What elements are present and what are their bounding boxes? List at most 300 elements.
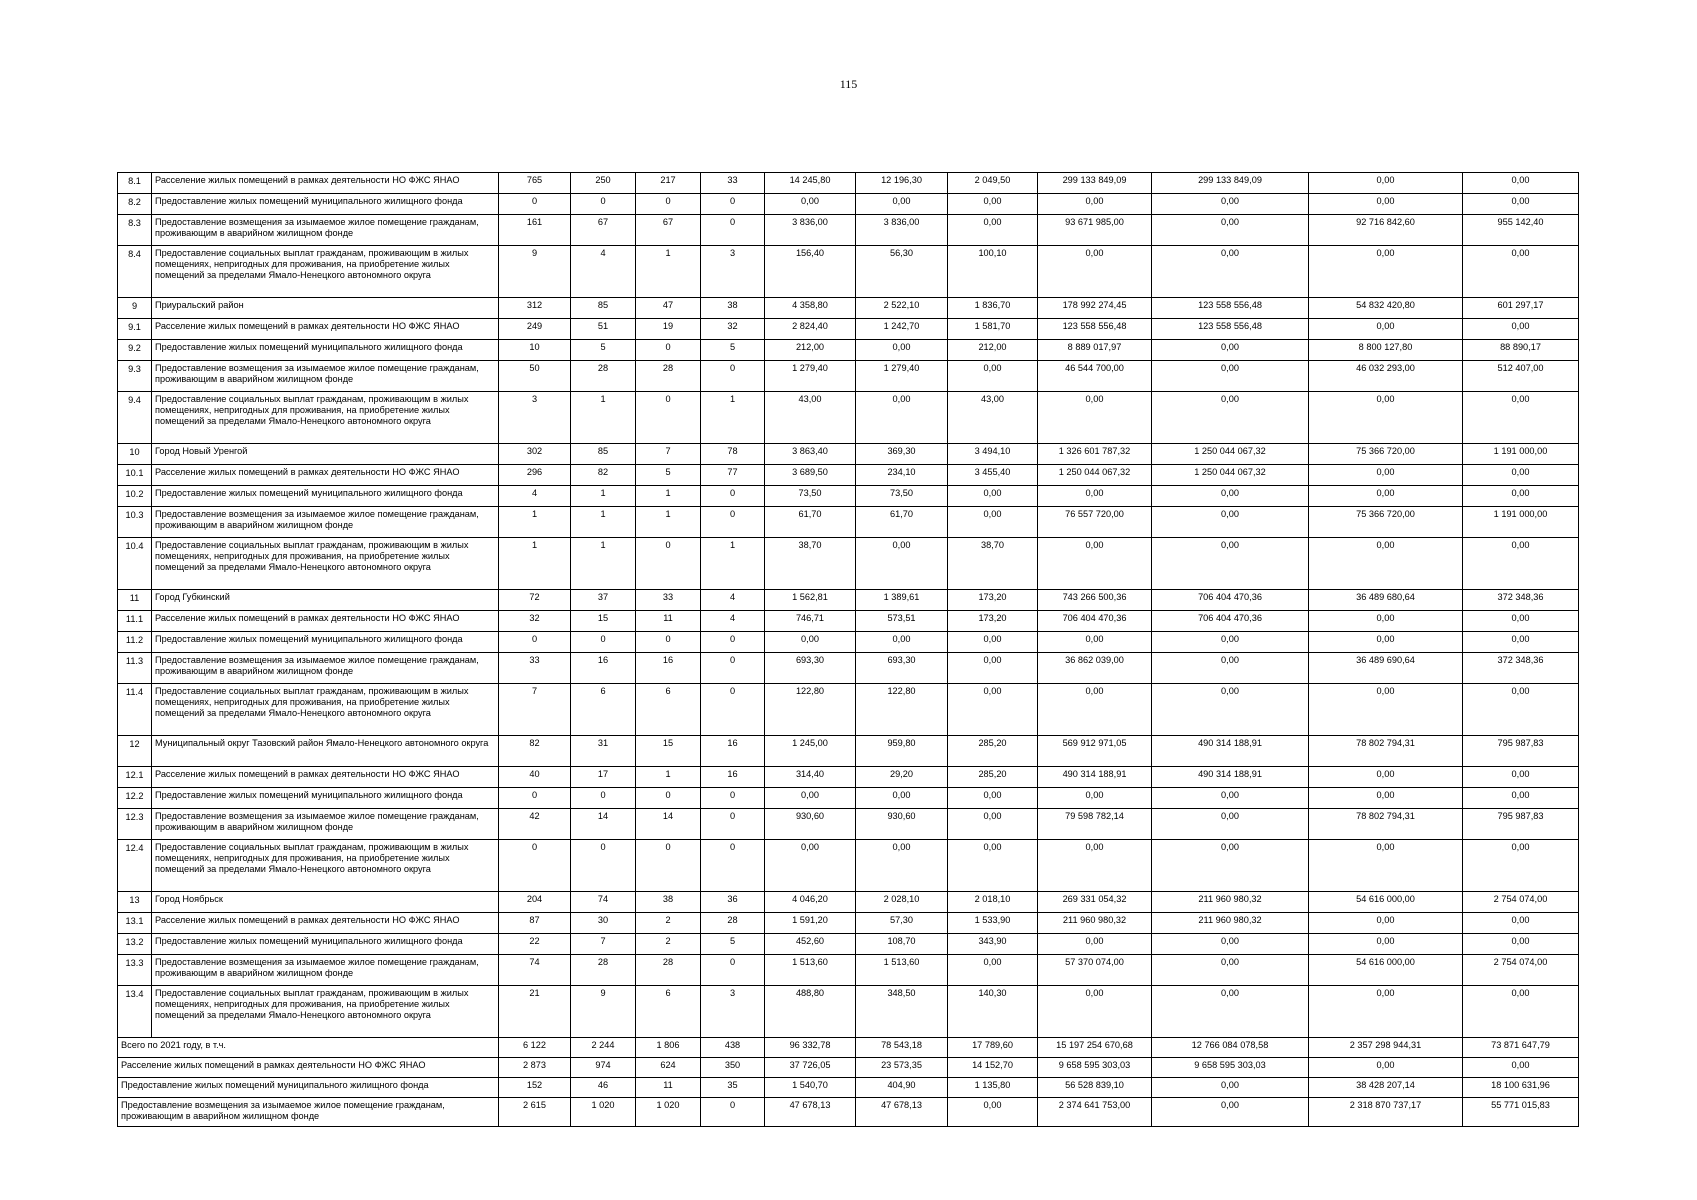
value-cell: 0 (701, 194, 765, 215)
value-cell: 22 (499, 934, 571, 955)
value-cell: 152 (499, 1078, 571, 1098)
value-cell: 0 (499, 788, 571, 809)
value-cell: 73,50 (856, 486, 948, 507)
value-cell: 173,20 (948, 590, 1038, 611)
value-cell: 75 366 720,00 (1309, 444, 1463, 465)
row-number: 8.2 (118, 194, 152, 215)
value-cell: 765 (499, 173, 571, 194)
table-row (118, 986, 1579, 1038)
value-cell: 0 (701, 684, 765, 736)
value-cell: 0 (636, 840, 701, 892)
row-number: 9.1 (118, 319, 152, 340)
value-cell: 0,00 (1309, 486, 1463, 507)
value-cell: 5 (701, 934, 765, 955)
row-name: Расселение жилых помещений в рамках деятельности НО ФЖС ЯНАО (152, 611, 499, 632)
value-cell: 14 (636, 809, 701, 840)
row-number: 11.3 (118, 653, 152, 684)
value-cell: 1 020 (636, 1098, 701, 1127)
value-cell: 1 836,70 (948, 298, 1038, 319)
value-cell: 38,70 (765, 538, 856, 590)
value-cell: 0 (636, 788, 701, 809)
value-cell: 1 (701, 538, 765, 590)
value-cell: 350 (701, 1058, 765, 1078)
value-cell: 0 (636, 194, 701, 215)
value-cell: 38 428 207,14 (1309, 1078, 1463, 1098)
value-cell: 11 (636, 1078, 701, 1098)
total-row (118, 1038, 1579, 1058)
value-cell: 0,00 (1038, 934, 1152, 955)
table-row (118, 809, 1579, 840)
value-cell: 3 (701, 246, 765, 298)
table-row (118, 194, 1579, 215)
value-cell: 14 245,80 (765, 173, 856, 194)
value-cell: 0,00 (1463, 246, 1579, 298)
value-cell: 959,80 (856, 736, 948, 767)
value-cell: 2 018,10 (948, 892, 1038, 913)
region-row (118, 892, 1579, 913)
region-row (118, 590, 1579, 611)
table-row (118, 788, 1579, 809)
value-cell: 123 558 556,48 (1152, 298, 1309, 319)
value-cell: 0,00 (1152, 392, 1309, 444)
value-cell: 54 616 000,00 (1309, 892, 1463, 913)
value-cell: 56,30 (856, 246, 948, 298)
value-cell: 0,00 (1463, 486, 1579, 507)
value-cell: 4 (701, 590, 765, 611)
value-cell: 1 (571, 507, 636, 538)
value-cell: 78 (701, 444, 765, 465)
row-number: 12.2 (118, 788, 152, 809)
value-cell: 0 (571, 840, 636, 892)
value-cell: 156,40 (765, 246, 856, 298)
value-cell: 28 (636, 955, 701, 986)
row-number: 13.2 (118, 934, 152, 955)
value-cell: 706 404 470,36 (1152, 611, 1309, 632)
value-cell: 47 678,13 (765, 1098, 856, 1127)
value-cell: 0,00 (1152, 809, 1309, 840)
value-cell: 0,00 (1309, 913, 1463, 934)
row-number: 10.3 (118, 507, 152, 538)
value-cell: 1 245,00 (765, 736, 856, 767)
value-cell: 67 (571, 215, 636, 246)
value-cell: 3 (701, 986, 765, 1038)
total-row (118, 1098, 1579, 1127)
row-name: Расселение жилых помещений в рамках деятельности НО ФЖС ЯНАО (152, 173, 499, 194)
value-cell: 0,00 (1309, 319, 1463, 340)
value-cell: 76 557 720,00 (1038, 507, 1152, 538)
table-row (118, 840, 1579, 892)
value-cell: 0,00 (1309, 986, 1463, 1038)
value-cell: 1 (636, 246, 701, 298)
row-name: Предоставление возмещения за изымаемое жилое помещение гражданам, проживающим в аварийном жилищном фонде (152, 361, 499, 392)
value-cell: 0,00 (1038, 632, 1152, 653)
value-cell: 0,00 (1038, 684, 1152, 736)
value-cell: 1 326 601 787,32 (1038, 444, 1152, 465)
value-cell: 0,00 (1463, 913, 1579, 934)
value-cell: 296 (499, 465, 571, 486)
value-cell: 23 573,35 (856, 1058, 948, 1078)
value-cell: 161 (499, 215, 571, 246)
table-row (118, 465, 1579, 486)
value-cell: 178 992 274,45 (1038, 298, 1152, 319)
value-cell: 1 279,40 (856, 361, 948, 392)
value-cell: 28 (571, 361, 636, 392)
value-cell: 1 279,40 (765, 361, 856, 392)
value-cell: 82 (571, 465, 636, 486)
value-cell: 250 (571, 173, 636, 194)
value-cell: 0,00 (948, 653, 1038, 684)
row-name: Всего по 2021 году, в т.ч. (118, 1038, 499, 1058)
page-number: 115 (839, 77, 858, 91)
value-cell: 204 (499, 892, 571, 913)
value-cell: 0,00 (1152, 1078, 1309, 1098)
value-cell: 0 (636, 392, 701, 444)
value-cell: 0,00 (1463, 934, 1579, 955)
table-row (118, 361, 1579, 392)
value-cell: 3 836,00 (765, 215, 856, 246)
table-row (118, 934, 1579, 955)
value-cell: 61,70 (856, 507, 948, 538)
value-cell: 38 (701, 298, 765, 319)
value-cell: 299 133 849,09 (1152, 173, 1309, 194)
value-cell: 1 (571, 392, 636, 444)
value-cell: 1 (636, 486, 701, 507)
value-cell: 6 (571, 684, 636, 736)
row-name: Расселение жилых помещений в рамках деятельности НО ФЖС ЯНАО (152, 913, 499, 934)
value-cell: 11 (636, 611, 701, 632)
value-cell: 312 (499, 298, 571, 319)
value-cell: 1 (499, 538, 571, 590)
table-row (118, 611, 1579, 632)
value-cell: 314,40 (765, 767, 856, 788)
table-row (118, 767, 1579, 788)
value-cell: 0,00 (1309, 194, 1463, 215)
value-cell: 0,00 (1463, 767, 1579, 788)
row-name: Предоставление возмещения за изымаемое жилое помещение гражданам, проживающим в аварийном жилищном фонде (152, 507, 499, 538)
value-cell: 569 912 971,05 (1038, 736, 1152, 767)
value-cell: 75 366 720,00 (1309, 507, 1463, 538)
value-cell: 0,00 (1152, 684, 1309, 736)
value-cell: 74 (571, 892, 636, 913)
value-cell: 746,71 (765, 611, 856, 632)
value-cell: 43,00 (765, 392, 856, 444)
value-cell: 0,00 (1038, 194, 1152, 215)
value-cell: 4 046,20 (765, 892, 856, 913)
value-cell: 0 (701, 840, 765, 892)
value-cell: 0 (701, 653, 765, 684)
value-cell: 1 591,20 (765, 913, 856, 934)
region-row (118, 736, 1579, 767)
value-cell: 1 389,61 (856, 590, 948, 611)
value-cell: 1 (701, 392, 765, 444)
row-name: Расселение жилых помещений в рамках деятельности НО ФЖС ЯНАО (152, 767, 499, 788)
table-row (118, 684, 1579, 736)
value-cell: 0 (701, 1098, 765, 1127)
value-cell: 47 678,13 (856, 1098, 948, 1127)
value-cell: 3 836,00 (856, 215, 948, 246)
value-cell: 12 196,30 (856, 173, 948, 194)
row-name: Предоставление возмещения за изымаемое жилое помещение гражданам, проживающим в аварийном жилищном фонде (118, 1098, 499, 1127)
row-name: Предоставление жилых помещений муниципального жилищного фонда (152, 486, 499, 507)
value-cell: 0,00 (856, 788, 948, 809)
value-cell: 57,30 (856, 913, 948, 934)
value-cell: 1 513,60 (765, 955, 856, 986)
value-cell: 0,00 (856, 194, 948, 215)
value-cell: 0 (701, 632, 765, 653)
value-cell: 490 314 188,91 (1152, 736, 1309, 767)
value-cell: 1 581,70 (948, 319, 1038, 340)
row-number: 11.4 (118, 684, 152, 736)
value-cell: 1 513,60 (856, 955, 948, 986)
value-cell: 0 (571, 194, 636, 215)
value-cell: 269 331 054,32 (1038, 892, 1152, 913)
value-cell: 15 (571, 611, 636, 632)
value-cell: 0,00 (856, 632, 948, 653)
table-row (118, 486, 1579, 507)
value-cell: 9 658 595 303,03 (1038, 1058, 1152, 1078)
row-name: Предоставление социальных выплат гражданам, проживающим в жилых помещениях, непригодных для проживания, на приобретение жилых помещений за пределами Ямало-Ненецкого автономного округа (152, 684, 499, 736)
value-cell: 79 598 782,14 (1038, 809, 1152, 840)
value-cell: 40 (499, 767, 571, 788)
value-cell: 1 806 (636, 1038, 701, 1058)
value-cell: 37 726,05 (765, 1058, 856, 1078)
value-cell: 123 558 556,48 (1038, 319, 1152, 340)
value-cell: 85 (571, 444, 636, 465)
value-cell: 2 615 (499, 1098, 571, 1127)
value-cell: 438 (701, 1038, 765, 1058)
value-cell: 5 (636, 465, 701, 486)
value-cell: 234,10 (856, 465, 948, 486)
value-cell: 0,00 (1152, 986, 1309, 1038)
value-cell: 0 (701, 955, 765, 986)
value-cell: 211 960 980,32 (1152, 913, 1309, 934)
value-cell: 87 (499, 913, 571, 934)
value-cell: 46 032 293,00 (1309, 361, 1463, 392)
value-cell: 10 (499, 340, 571, 361)
value-cell: 369,30 (856, 444, 948, 465)
value-cell: 38 (636, 892, 701, 913)
value-cell: 404,90 (856, 1078, 948, 1098)
value-cell: 0,00 (1309, 840, 1463, 892)
value-cell: 0,00 (1463, 986, 1579, 1038)
row-name: Предоставление социальных выплат гражданам, проживающим в жилых помещениях, непригодных для проживания, на приобретение жилых помещений за пределами Ямало-Ненецкого автономного округа (152, 840, 499, 892)
value-cell: 3 863,40 (765, 444, 856, 465)
value-cell: 0,00 (765, 788, 856, 809)
row-name: Предоставление жилых помещений муниципального жилищного фонда (118, 1078, 499, 1098)
value-cell: 0,00 (1038, 486, 1152, 507)
value-cell: 2 (636, 913, 701, 934)
value-cell: 8 889 017,97 (1038, 340, 1152, 361)
value-cell: 0,00 (1463, 173, 1579, 194)
table-row (118, 246, 1579, 298)
value-cell: 6 122 (499, 1038, 571, 1058)
row-number: 10.1 (118, 465, 152, 486)
value-cell: 88 890,17 (1463, 340, 1579, 361)
value-cell: 0,00 (856, 392, 948, 444)
value-cell: 706 404 470,36 (1038, 611, 1152, 632)
value-cell: 108,70 (856, 934, 948, 955)
value-cell: 0,00 (1463, 788, 1579, 809)
value-cell: 693,30 (856, 653, 948, 684)
value-cell: 82 (499, 736, 571, 767)
value-cell: 0,00 (1152, 840, 1309, 892)
value-cell: 7 (636, 444, 701, 465)
row-number: 12.3 (118, 809, 152, 840)
value-cell: 512 407,00 (1463, 361, 1579, 392)
value-cell: 4 (571, 246, 636, 298)
value-cell: 16 (701, 767, 765, 788)
value-cell: 14 (571, 809, 636, 840)
row-name: Предоставление жилых помещений муниципального жилищного фонда (152, 632, 499, 653)
value-cell: 0 (499, 194, 571, 215)
value-cell: 0,00 (1152, 215, 1309, 246)
row-number: 9.4 (118, 392, 152, 444)
value-cell: 54 616 000,00 (1309, 955, 1463, 986)
value-cell: 36 (701, 892, 765, 913)
value-cell: 57 370 074,00 (1038, 955, 1152, 986)
value-cell: 0,00 (948, 507, 1038, 538)
table-row (118, 319, 1579, 340)
value-cell: 2 522,10 (856, 298, 948, 319)
value-cell: 122,80 (856, 684, 948, 736)
value-cell: 2 824,40 (765, 319, 856, 340)
value-cell: 0,00 (1463, 465, 1579, 486)
value-cell: 1 250 044 067,32 (1152, 465, 1309, 486)
value-cell: 1 250 044 067,32 (1152, 444, 1309, 465)
value-cell: 0,00 (1463, 684, 1579, 736)
value-cell: 0,00 (1463, 840, 1579, 892)
value-cell: 30 (571, 913, 636, 934)
value-cell: 61,70 (765, 507, 856, 538)
row-name: Расселение жилых помещений в рамках деятельности НО ФЖС ЯНАО (152, 465, 499, 486)
value-cell: 78 543,18 (856, 1038, 948, 1058)
row-name: Предоставление жилых помещений муниципального жилищного фонда (152, 788, 499, 809)
value-cell: 212,00 (765, 340, 856, 361)
value-cell: 100,10 (948, 246, 1038, 298)
value-cell: 21 (499, 986, 571, 1038)
value-cell: 0,00 (1309, 538, 1463, 590)
value-cell: 93 671 985,00 (1038, 215, 1152, 246)
value-cell: 372 348,36 (1463, 590, 1579, 611)
value-cell: 795 987,83 (1463, 809, 1579, 840)
value-cell: 974 (571, 1058, 636, 1078)
value-cell: 28 (571, 955, 636, 986)
value-cell: 3 455,40 (948, 465, 1038, 486)
value-cell: 0,00 (1463, 194, 1579, 215)
value-cell: 47 (636, 298, 701, 319)
row-number: 9.3 (118, 361, 152, 392)
table-row (118, 632, 1579, 653)
value-cell: 0 (499, 632, 571, 653)
value-cell: 92 716 842,60 (1309, 215, 1463, 246)
value-cell: 122,80 (765, 684, 856, 736)
row-name: Предоставление возмещения за изымаемое жилое помещение гражданам, проживающим в аварийном жилищном фонде (152, 809, 499, 840)
row-number: 8.1 (118, 173, 152, 194)
value-cell: 1 242,70 (856, 319, 948, 340)
value-cell: 14 152,70 (948, 1058, 1038, 1078)
value-cell: 77 (701, 465, 765, 486)
value-cell: 33 (701, 173, 765, 194)
value-cell: 573,51 (856, 611, 948, 632)
value-cell: 0 (636, 538, 701, 590)
region-row (118, 298, 1579, 319)
value-cell: 78 802 794,31 (1309, 736, 1463, 767)
value-cell: 0,00 (948, 194, 1038, 215)
value-cell: 488,80 (765, 986, 856, 1038)
value-cell: 6 (636, 684, 701, 736)
row-name: Предоставление жилых помещений муниципального жилищного фонда (152, 340, 499, 361)
value-cell: 36 489 680,64 (1309, 590, 1463, 611)
value-cell: 0,00 (1309, 788, 1463, 809)
row-number: 11 (118, 590, 152, 611)
value-cell: 0,00 (1309, 611, 1463, 632)
value-cell: 0,00 (1152, 486, 1309, 507)
value-cell: 1 (636, 767, 701, 788)
row-number: 9 (118, 298, 152, 319)
value-cell: 1 (499, 507, 571, 538)
value-cell: 42 (499, 809, 571, 840)
value-cell: 0,00 (948, 809, 1038, 840)
value-cell: 0,00 (1309, 173, 1463, 194)
value-cell: 0 (499, 840, 571, 892)
row-name: Предоставление социальных выплат гражданам, проживающим в жилых помещениях, непригодных для проживания, на приобретение жилых помещений за пределами Ямало-Ненецкого автономного округа (152, 986, 499, 1038)
value-cell: 0,00 (1152, 788, 1309, 809)
table-row (118, 340, 1579, 361)
value-cell: 343,90 (948, 934, 1038, 955)
value-cell: 1 562,81 (765, 590, 856, 611)
value-cell: 0,00 (1463, 1058, 1579, 1078)
value-cell: 2 357 298 944,31 (1309, 1038, 1463, 1058)
value-cell: 0 (636, 632, 701, 653)
value-cell: 4 358,80 (765, 298, 856, 319)
value-cell: 16 (636, 653, 701, 684)
value-cell: 12 766 084 078,58 (1152, 1038, 1309, 1058)
value-cell: 0 (571, 632, 636, 653)
value-cell: 3 (499, 392, 571, 444)
value-cell: 624 (636, 1058, 701, 1078)
value-cell: 0,00 (1038, 986, 1152, 1038)
value-cell: 0,00 (1309, 392, 1463, 444)
row-number: 10 (118, 444, 152, 465)
value-cell: 0,00 (765, 194, 856, 215)
value-cell: 54 832 420,80 (1309, 298, 1463, 319)
value-cell: 0 (701, 507, 765, 538)
value-cell: 56 528 839,10 (1038, 1078, 1152, 1098)
value-cell: 0,00 (948, 1098, 1038, 1127)
value-cell: 299 133 849,09 (1038, 173, 1152, 194)
value-cell: 0,00 (1463, 632, 1579, 653)
value-cell: 0,00 (1463, 392, 1579, 444)
value-cell: 285,20 (948, 736, 1038, 767)
value-cell: 17 789,60 (948, 1038, 1038, 1058)
row-name: Город Новый Уренгой (152, 444, 499, 465)
value-cell: 32 (701, 319, 765, 340)
value-cell: 28 (636, 361, 701, 392)
value-cell: 73 871 647,79 (1463, 1038, 1579, 1058)
value-cell: 0,00 (1463, 538, 1579, 590)
value-cell: 2 754 074,00 (1463, 892, 1579, 913)
region-row (118, 444, 1579, 465)
value-cell: 0,00 (948, 632, 1038, 653)
value-cell: 693,30 (765, 653, 856, 684)
value-cell: 0,00 (1463, 611, 1579, 632)
value-cell: 5 (571, 340, 636, 361)
value-cell: 72 (499, 590, 571, 611)
value-cell: 35 (701, 1078, 765, 1098)
value-cell: 211 960 980,32 (1152, 892, 1309, 913)
value-cell: 348,50 (856, 986, 948, 1038)
value-cell: 490 314 188,91 (1152, 767, 1309, 788)
